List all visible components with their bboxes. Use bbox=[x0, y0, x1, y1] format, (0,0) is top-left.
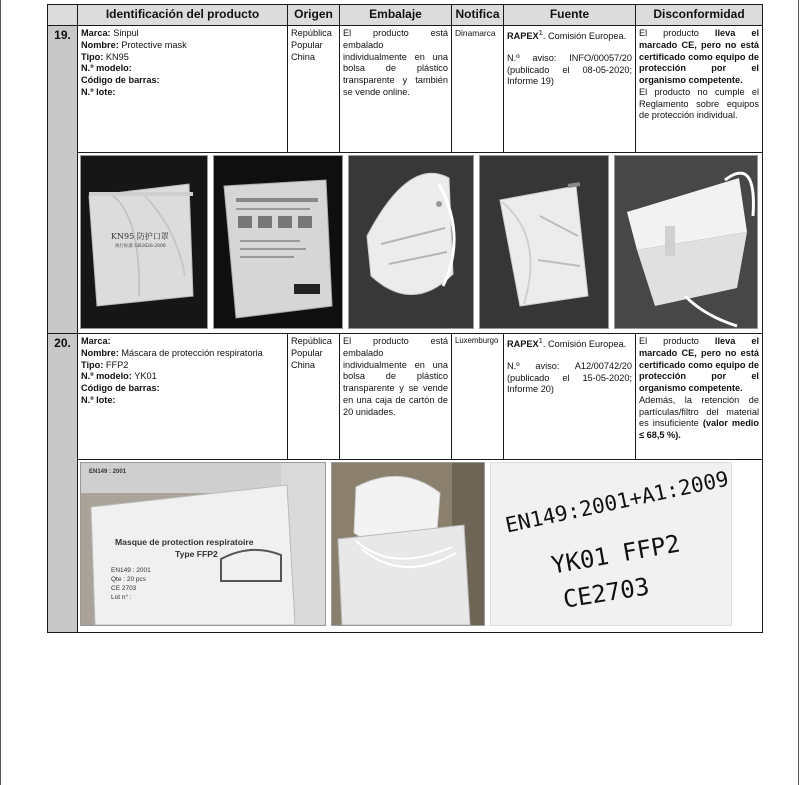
header-fuente: Fuente bbox=[504, 5, 636, 26]
header-number bbox=[48, 5, 78, 26]
nonconformity-extra: Además, la retención de partículas/filtro del material es insuficiente bbox=[639, 394, 759, 429]
kn95-standard-print: 执行标准 GB2626-2006 bbox=[115, 244, 166, 249]
entry-20-info-row bbox=[48, 334, 763, 460]
photo-strip bbox=[78, 153, 763, 334]
box-quantity: Qte : 20 pcs bbox=[111, 576, 147, 583]
barcode-label: Código de barras: bbox=[81, 75, 160, 86]
brand-label: Marca: bbox=[81, 336, 111, 346]
header-row bbox=[48, 5, 763, 26]
source-rest: . Comisión Europea. bbox=[542, 31, 627, 42]
source bbox=[504, 26, 636, 153]
page-right-border bbox=[798, 0, 799, 785]
box-title-line-1: Masque de protection respiratoire bbox=[115, 537, 254, 547]
notice-number: N.º aviso: A12/00742/20 (publicado el 15-05-2020; Informe 20) bbox=[507, 360, 632, 395]
notice-number: N.º aviso: INFO/00057/20 (publicado el 08-05-2020; Informe 19) bbox=[507, 52, 632, 87]
name-label: Nombre: bbox=[81, 39, 119, 50]
type-value: FFP2 bbox=[105, 359, 129, 370]
photo-mask-side-view bbox=[348, 155, 474, 329]
lot-label: N.º lote: bbox=[81, 86, 116, 97]
entry-19-photo-row bbox=[48, 153, 763, 334]
source-name: RAPEX bbox=[507, 339, 539, 350]
marking-ce: CE2703 bbox=[561, 572, 652, 614]
notifying-country: Dinamarca bbox=[452, 26, 504, 153]
nonconformity-extra: El producto no cumple el Reglamento sobre equipos de protección individual. bbox=[639, 86, 759, 121]
photo-mask-front-kn95 bbox=[80, 155, 208, 329]
entry-19-info-row bbox=[48, 26, 763, 153]
header-origen: Origen bbox=[288, 5, 340, 26]
model-value: YK01 bbox=[134, 371, 157, 382]
packaging: El producto está embalado individualmente en una bolsa de plástico transparente y se vende en una caja de cartón de 20 unidades. bbox=[340, 334, 452, 460]
entry-20-photo-row bbox=[48, 460, 763, 633]
source-name: RAPEX bbox=[507, 31, 539, 42]
header-identificacion: Identificación del producto bbox=[78, 5, 288, 26]
barcode-label: Código de barras: bbox=[81, 383, 160, 394]
box-ce-mark: CE 2703 bbox=[111, 585, 137, 592]
photo-strip bbox=[78, 460, 763, 633]
photo-mask-folded bbox=[479, 155, 609, 329]
entry-number: 20. bbox=[48, 334, 78, 633]
photo-masks-in-box bbox=[331, 462, 485, 626]
name-value: Protective mask bbox=[121, 39, 187, 50]
box-standard-top: EN149 : 2001 bbox=[89, 469, 127, 475]
box-title-line-2: Type FFP2 bbox=[175, 549, 218, 559]
box-lot: Lot n° : bbox=[111, 594, 132, 601]
nonconformity-main: lleva el marcado CE, pero no está certificado como equipo de protección por el organismo competente. bbox=[639, 28, 760, 86]
marking-standard: EN149:2001+A1:2009 bbox=[503, 466, 731, 538]
nonconformity bbox=[636, 26, 763, 153]
nonconformity-main: lleva el marcado CE, pero no está certificado como equipo de protección por el organismo competente. bbox=[639, 336, 760, 394]
entry-number: 19. bbox=[48, 26, 78, 334]
source bbox=[504, 334, 636, 460]
brand-label: Marca: bbox=[81, 28, 111, 38]
model-label: N.º modelo: bbox=[81, 371, 132, 382]
page-left-border bbox=[0, 0, 1, 785]
packaging: El producto está embalado individualmente en una bolsa de plástico transparente y también se vende online. bbox=[340, 26, 452, 153]
product-identification bbox=[78, 26, 288, 153]
origin: República Popular China bbox=[288, 334, 340, 460]
product-table bbox=[47, 4, 763, 633]
photo-product-box bbox=[80, 462, 326, 626]
photo-marking-closeup bbox=[490, 462, 732, 626]
product-identification bbox=[78, 334, 288, 460]
type-label: Tipo: bbox=[81, 51, 104, 62]
nonconformity bbox=[636, 334, 763, 460]
type-value: KN95 bbox=[105, 51, 129, 62]
name-label: Nombre: bbox=[81, 347, 119, 358]
nonconformity-value: (valor medio ≤ 68,5 %). bbox=[639, 418, 759, 441]
kn95-print: KN95 防护口罩 bbox=[111, 232, 169, 241]
header-disconformidad: Disconformidad bbox=[636, 5, 763, 26]
nonconformity-intro: El producto bbox=[639, 28, 699, 38]
footnote-marker: 1 bbox=[538, 28, 543, 37]
header-embalaje: Embalaje bbox=[340, 5, 452, 26]
name-value: Máscara de protección respiratoria bbox=[121, 347, 263, 358]
marking-model: YK01 FFP2 bbox=[549, 529, 683, 580]
source-rest: . Comisión Europea. bbox=[542, 339, 627, 350]
lot-label: N.º lote: bbox=[81, 394, 116, 405]
nonconformity-intro: El producto bbox=[639, 336, 699, 346]
type-label: Tipo: bbox=[81, 359, 104, 370]
photo-mask-inside-view bbox=[614, 155, 758, 329]
photo-mask-packaging-bag bbox=[213, 155, 343, 329]
model-label: N.º modelo: bbox=[81, 63, 132, 74]
origin: República Popular China bbox=[288, 26, 340, 153]
notifying-country: Luxemburgo bbox=[452, 334, 504, 460]
brand-value: Sinpul bbox=[113, 28, 139, 38]
footnote-marker: 1 bbox=[538, 336, 543, 345]
header-notifica: Notifica bbox=[452, 5, 504, 26]
box-standard: EN149 : 2001 bbox=[111, 567, 151, 574]
